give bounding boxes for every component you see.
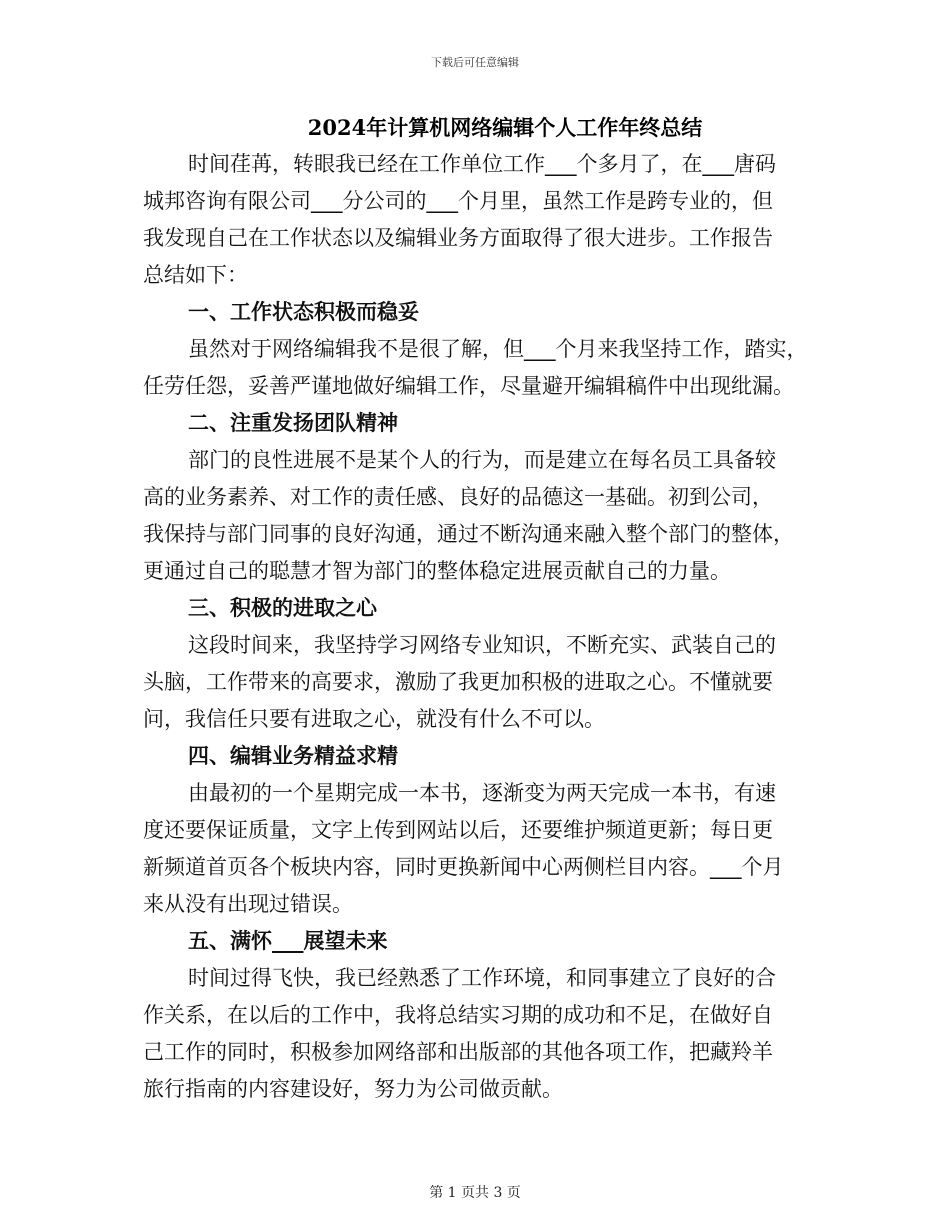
paragraph-line: 虽然对于网络编辑我不是很了解，但___个月来我坚持工作，踏实， xyxy=(188,337,808,361)
paragraph-line: 城邦咨询有限公司___分公司的___个月里，虽然工作是跨专业的，但 xyxy=(143,189,773,213)
paragraph-line: 作关系，在以后的工作中，我将总结实习期的成功和不足，在做好自 xyxy=(143,1003,773,1027)
paragraph-line: 部门的良性进展不是某个人的行为，而是建立在每名员工具备较 xyxy=(188,448,776,472)
section-heading: 一、工作状态积极而稳妥 xyxy=(188,300,419,324)
paragraph-line: 这段时间来，我坚持学习网络专业知识，不断充实、武装自己的 xyxy=(188,633,776,657)
paragraph-line: 时间过得飞快，我已经熟悉了工作环境，和同事建立了良好的合 xyxy=(188,966,776,990)
paragraph-line: 任劳任怨，妥善严谨地做好编辑工作，尽量避开编辑稿件中出现纰漏。 xyxy=(143,374,794,398)
paragraph-line: 高的业务素养、对工作的责任感、良好的品德这一基础。初到公司， xyxy=(143,485,773,509)
paragraph-line: 旅行指南的内容建设好，努力为公司做贡献。 xyxy=(143,1077,563,1101)
paragraph-line: 我发现自己在工作状态以及编辑业务方面取得了很大进步。工作报告 xyxy=(143,226,773,250)
paragraph-line: 时间荏苒，转眼我已经在工作单位工作___个多月了，在___唐码 xyxy=(188,152,776,176)
paragraph-line: 新频道首页各个板块内容，同时更换新闻中心两侧栏目内容。___个月 xyxy=(143,855,784,879)
paragraph-line: 更通过自己的聪慧才智为部门的整体稳定进展贡献自己的力量。 xyxy=(143,559,731,583)
document-title: 2024年计算机网络编辑个人工作年终总结 xyxy=(307,115,703,140)
paragraph-line: 头脑，工作带来的高要求，激励了我更加积极的进取之心。不懂就要 xyxy=(143,670,773,694)
page-footer: 第 1 页共 3 页 xyxy=(429,1185,521,1201)
paragraph-line: 我保持与部门同事的良好沟通，通过不断沟通来融入整个部门的整体， xyxy=(143,522,794,546)
paragraph-line: 度还要保证质量，文字上传到网站以后，还要维护频道更新；每日更 xyxy=(143,818,773,842)
page-header: 下载后可任意编辑 xyxy=(431,56,519,69)
section-heading: 二、注重发扬团队精神 xyxy=(188,411,398,435)
paragraph-line: 总结如下： xyxy=(143,263,248,287)
paragraph-line: 由最初的一个星期完成一本书，逐渐变为两天完成一本书，有速 xyxy=(188,781,776,805)
paragraph-line: 来从没有出现过错误。 xyxy=(143,892,353,916)
section-heading: 五、满怀___展望未来 xyxy=(188,929,388,953)
section-heading: 三、积极的进取之心 xyxy=(188,596,377,620)
paragraph-line: 己工作的同时，积极参加网络部和出版部的其他各项工作，把藏羚羊 xyxy=(143,1040,773,1064)
paragraph-line: 问，我信任只要有进取之心，就没有什么不可以。 xyxy=(143,707,605,731)
section-heading: 四、编辑业务精益求精 xyxy=(188,744,398,768)
